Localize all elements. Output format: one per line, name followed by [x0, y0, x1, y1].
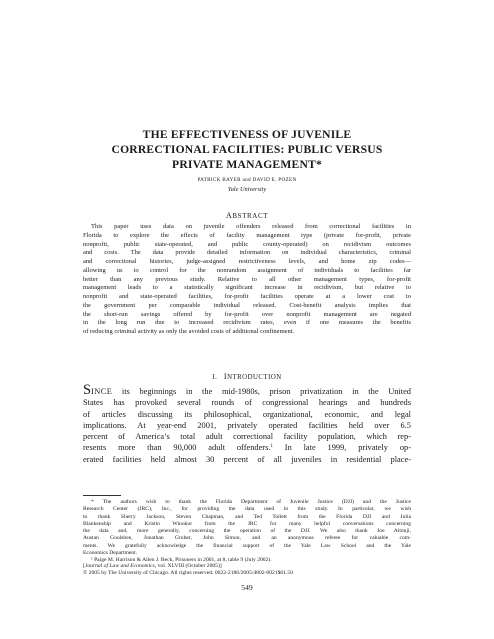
page-number: 549 [241, 583, 253, 592]
footnote-line: Economics Department. [83, 550, 138, 557]
footnote-line: Austan Goolsbee, Jonathan Gruber, John Simon, and an anonymous referee for valuable com- [83, 535, 411, 542]
footnote-line: ments. We gratefully acknowledge the financial support of the Yale Law School and the Yale [83, 542, 411, 549]
article-title [60, 127, 434, 172]
section-title: INTRODUCTION [223, 372, 282, 381]
abstract-text [83, 223, 411, 337]
author-names: PATRICK BAYER and DAVID E. POZEN [197, 177, 297, 183]
copyright-line: © 2005 by The University of Chicago. All rights reserved. 0022-2186/2005/4802-0021$01.50 [83, 570, 294, 577]
author-block [60, 176, 434, 194]
dropcap-letter: S [83, 382, 92, 398]
title-line: PRIVATE MANAGEMENT* [172, 158, 322, 171]
body-first-line-text: its beginnings in the mid-1980s, prison privatization in the United [112, 387, 411, 396]
body-line [83, 382, 411, 398]
footnote-divider [83, 495, 121, 496]
body-line: of articles discussing its philosophical, organizational, economic, and legal [83, 409, 411, 419]
abstract-line: the short-run savings offered by for-profit over nonprofit management are negated [83, 310, 411, 318]
body-line: erated facilities held almost 30 percent of all juveniles in residential place- [83, 454, 411, 464]
body-line-text: resents more than 90,000 adult offenders. [83, 443, 271, 453]
abstract-line: of reducing criminal activity as only the avoided costs of additional confinement. [83, 328, 295, 335]
journal-info [83, 563, 411, 578]
section-heading [60, 372, 434, 381]
footnote-line: the data and, more generally, concerning the operation of the DJJ. We also thank Joe Altonji, [83, 528, 411, 535]
abstract-line: nonprofit, public state-operated, and public county-operated) on recidivism outcomes [83, 240, 411, 248]
title-line: CORRECTIONAL FACILITIES: PUBLIC VERSUS [111, 143, 383, 156]
abstract-line: allowing us to control for the nonrandom assignment of individuals to facilities far [83, 266, 411, 274]
footnote-line: * The authors wish to thank the Florida Department of Juvenile Justice (DJJ) and the Justice [91, 499, 411, 505]
section-number: I. [212, 374, 218, 381]
abstract-line: and correctional histories, judge-assigned restrictiveness levels, and home zip codes— [83, 258, 411, 265]
body-line-text: In late 1999, privately op- [272, 443, 411, 453]
body-line: implications. At year-end 2001, privately operated facilities held over 6.5 [83, 420, 411, 430]
footnote-line: Blankenship and Kristin Winokur from the JRC for many helpful conversations concerning [83, 520, 411, 527]
abstract-heading-text: ABSTRACT [225, 211, 269, 220]
body-line: percent of America’s total adult correctional facility population, which rep- [83, 432, 411, 442]
footnote-1: ¹ Paige M. Harrison & Allen J. Beck, Prisoners in 2001, at 8, table 9 (July 2002). [91, 557, 272, 564]
body-line [83, 442, 411, 453]
abstract-line: and costs. The data provide detailed information on individual characteristics, criminal [83, 249, 411, 257]
abstract-line: management leads to a statistically significant increase in recidivism, but relative to [83, 284, 411, 292]
footnote-line: Research Center (JRC), Inc., for providing the data used in this study. In particular, we wish [83, 506, 411, 513]
footnote-ref[interactable]: 1 [270, 444, 273, 450]
abstract-line: better than any previous study. Relative to all other management types, for-profit [83, 275, 411, 283]
footnotes [83, 499, 411, 565]
journal-volume: vol. XLVIII (October 2005)] [156, 563, 222, 569]
abstract-heading [60, 211, 434, 220]
abstract-line: This paper uses data on juvenile offenders released from correctional facilities in [91, 223, 411, 230]
journal-citation: [Journal of Law and Economics, vol. XLVIII (October 2005)] [83, 563, 222, 569]
journal-name: Journal of Law and Economics, [84, 563, 157, 569]
abstract-line: Florida to explore the effects of facility management type (private for-profit, private [83, 231, 411, 239]
dropcap-smallcaps: INCE [91, 387, 113, 396]
body-text [83, 382, 411, 465]
abstract-line: in the long run due to increased recidivism rates, even if one measures the benefits [83, 319, 411, 327]
author-affiliation: Yale University [227, 186, 267, 193]
abstract-line: the government per comparable individual released. Cost-benefit analysis implies that [83, 301, 411, 309]
body-line: States has provoked several rounds of congressional hearings and hundreds [83, 398, 411, 408]
title-line: THE EFFECTIVENESS OF JUVENILE [142, 128, 352, 141]
abstract-line: nonprofit and state-operated facilities, for-profit facilities operate at a lower cost to [83, 293, 411, 300]
footnote-line: to thank Sherry Jackson, Steven Chapman, and Ted Tollett from the Florida DJJ and Julia [83, 513, 411, 520]
